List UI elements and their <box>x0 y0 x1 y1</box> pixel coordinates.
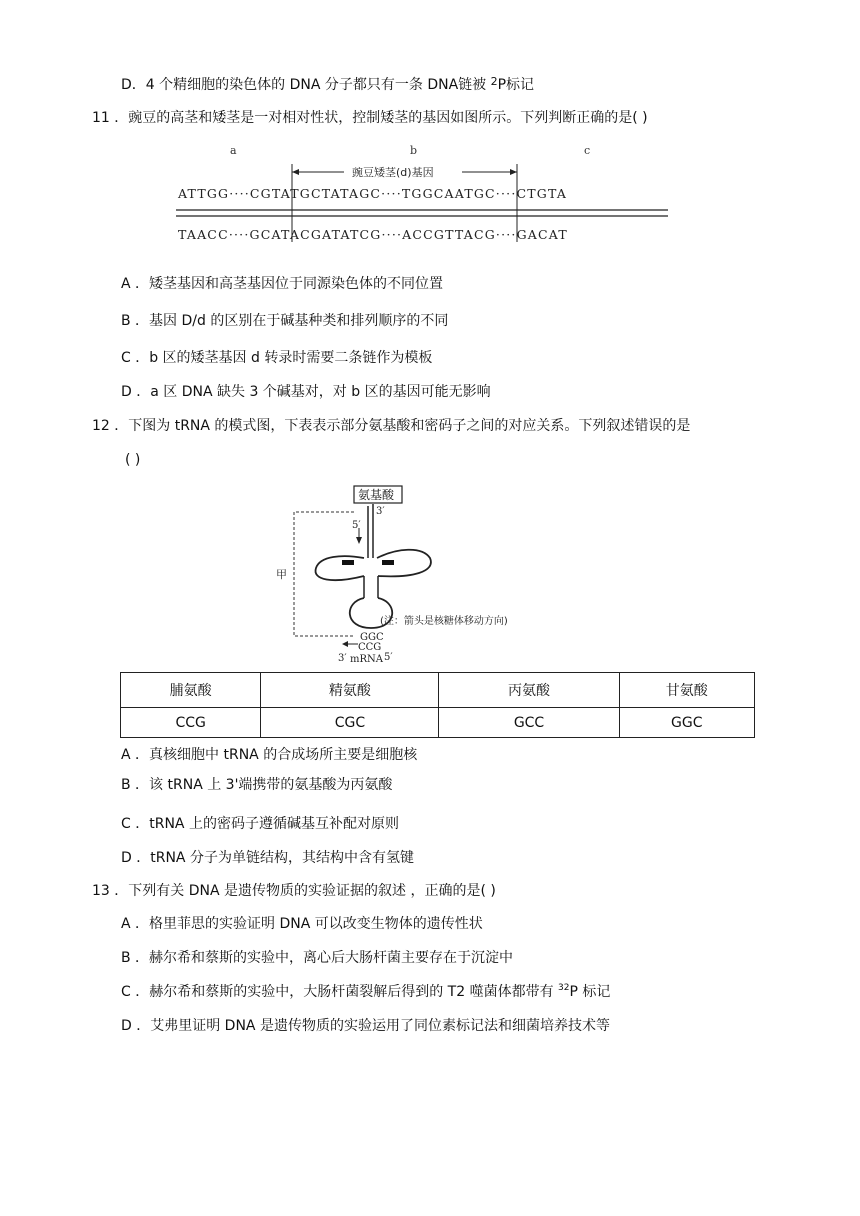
trna-left-loop <box>315 556 364 580</box>
table-cell: 甘氨酸 <box>619 673 754 708</box>
mrna-label: mRNA <box>350 654 383 665</box>
q13-stem: 13 ．下列有关 DNA 是遗传物质的实验证据的叙述 ，正确的是( ) <box>92 883 496 899</box>
table-row-codons <box>121 708 755 738</box>
q13-option-a: A ．格里菲思的实验证明 DNA 可以改变生物体的遗传性状 <box>121 916 483 932</box>
table-cell: 丙氨酸 <box>439 673 619 708</box>
amino-acid-label: 氨基酸 <box>358 488 395 502</box>
ribosome-direction-note: (注：箭头是核糖体移动方向) <box>380 616 508 627</box>
q13-option-d: D ．艾弗里证明 DNA 是遗传物质的实验运用了同位素标记法和细菌培养技术等 <box>121 1018 610 1034</box>
trna-left-arm-pairs <box>342 560 354 565</box>
q10-option-d <box>121 76 534 94</box>
dna-bottom-strand: TAACC····GCATACGATATCG····ACCGTTACG····GACAT <box>178 227 568 242</box>
jia-label: 甲 <box>276 568 287 581</box>
amino-acid-codon-table <box>120 672 755 738</box>
dna-top-strand: ATTGG····CGTATGCTATAGC····TGGCAATGC····CTGTA <box>178 186 568 201</box>
dna-region-c: c <box>584 144 591 157</box>
q13-option-b: B ．赫尔希和蔡斯的实验中，离心后大肠杆菌主要存在于沉淀中 <box>121 950 514 966</box>
table-row-amino-acids <box>121 673 755 708</box>
dna-region-b: b <box>410 144 418 157</box>
jia-bracket <box>294 512 354 636</box>
table-cell: CGC <box>261 708 439 738</box>
table-cell: CCG <box>121 708 261 738</box>
q13-option-c-superscript: 32 <box>558 983 570 993</box>
dna-region-a: a <box>230 144 237 157</box>
trna-3-end-label: 3′ <box>376 506 385 517</box>
q10-option-d-letter: D <box>121 77 132 93</box>
dna-gene-figure <box>172 140 672 265</box>
gene-label: 豌豆矮茎(d)基因 <box>352 166 434 179</box>
q12-stem: 12 ．下图为 tRNA 的模式图，下表表示部分氨基酸和密码子之间的对应关系。下列叙述错误的是 <box>92 418 691 434</box>
q10-option-d-superscript: 2 <box>490 75 498 88</box>
mrna-5-end: 5′ <box>384 652 393 663</box>
q12-answer-paren: ( ) <box>125 452 141 468</box>
trna-anticodon: GGC <box>360 632 384 643</box>
table-cell: GCC <box>439 708 619 738</box>
table-cell: 脯氨酸 <box>121 673 261 708</box>
q13-option-c <box>121 983 610 1001</box>
trna-right-arm-pairs <box>382 560 394 565</box>
table-cell: 精氨酸 <box>261 673 439 708</box>
table-cell: GGC <box>619 708 754 738</box>
q12-option-b: B ．该 tRNA 上 3'端携带的氨基酸为丙氨酸 <box>121 777 393 793</box>
q13-option-c-text-end: P 标记 <box>569 984 611 1000</box>
q10-option-d-text: ．4 个精细胞的染色体的 DNA 分子都只有一条 DNA链被 <box>131 77 491 93</box>
q11-option-d: D ．a 区 DNA 缺失 3 个碱基对，对 b 区的基因可能无影响 <box>121 384 491 400</box>
mrna-3-end: 3′ <box>338 653 347 664</box>
mrna-arrowhead <box>342 641 348 647</box>
direction-arrowhead <box>356 537 362 544</box>
q12-option-d: D ．tRNA 分子为单链结构，其结构中含有氢键 <box>121 850 414 866</box>
trna-figure <box>272 476 537 671</box>
q11-option-a: A ．矮茎基因和高茎基因位于同源染色体的不同位置 <box>121 276 444 292</box>
gene-span-arrowhead-left <box>292 169 299 175</box>
q11-option-b: B ．基因 D/d 的区别在于碱基种类和排列顺序的不同 <box>121 313 449 329</box>
q10-option-d-text-end: P标记 <box>497 77 535 93</box>
q11-option-c: C ．b 区的矮茎基因 d 转录时需要二条链作为模板 <box>121 350 433 366</box>
mrna-codon: CCG <box>358 642 382 653</box>
q12-option-c: C ．tRNA 上的密码子遵循碱基互补配对原则 <box>121 816 399 832</box>
gene-span-arrowhead-right <box>510 169 517 175</box>
q12-option-a: A ．真核细胞中 tRNA 的合成场所主要是细胞核 <box>121 747 418 763</box>
trna-5-end-label: 5′ <box>352 520 361 531</box>
q13-option-c-text: C ．赫尔希和蔡斯的实验中，大肠杆菌裂解后得到的 T2 噬菌体都带有 <box>121 984 559 1000</box>
q11-stem: 11 ．豌豆的高茎和矮茎是一对相对性状，控制矮茎的基因如图所示。下列判断正确的是( ) <box>92 110 648 126</box>
